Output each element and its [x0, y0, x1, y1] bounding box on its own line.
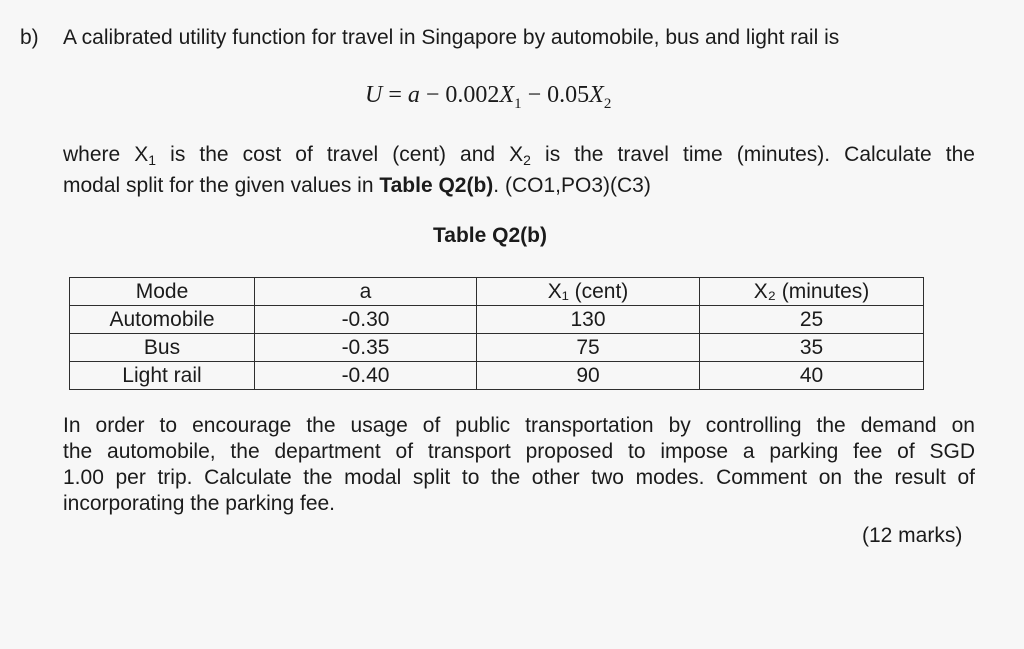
- equation-x1: X: [499, 82, 515, 108]
- where-sub-1: 1: [148, 152, 157, 168]
- paragraph-line-1: In order to encourage the usage of public transportation by controlling the demand on: [63, 414, 975, 437]
- table-header-row: [70, 278, 924, 306]
- cell-mode: Light rail: [70, 362, 255, 390]
- question-intro: A calibrated utility function for travel in Singapore by automobile, bus and light rail is: [63, 26, 840, 49]
- cell-x2: 35: [700, 334, 924, 362]
- where-text-1: where X: [63, 143, 149, 166]
- mode-table: [69, 277, 924, 390]
- equation-term1: − 0.002: [419, 82, 500, 108]
- cell-a: -0.40: [255, 362, 477, 390]
- equation-term2: − 0.05: [521, 82, 590, 108]
- variable-definition-line-1: [63, 142, 975, 173]
- equation-a: a: [407, 82, 420, 108]
- cell-a: -0.30: [255, 306, 477, 334]
- paragraph-line-3: 1.00 per trip. Calculate the modal split to the other two modes. Comment on the result of: [63, 466, 975, 489]
- where-text-3: is the travel time (minutes). Calculate the: [530, 143, 975, 166]
- utility-equation: [365, 82, 611, 113]
- equation-equals: =: [382, 82, 408, 108]
- equation-lhs: U: [365, 82, 383, 108]
- equation-x2: X: [589, 82, 604, 108]
- equation-x1-sub: 1: [514, 96, 522, 112]
- cell-x2: 25: [700, 306, 924, 334]
- variable-definition: [63, 142, 975, 199]
- where-table-ref: Table Q2(b): [379, 174, 494, 197]
- header-x2: X₂ (minutes): [700, 278, 924, 306]
- cell-a: -0.35: [255, 334, 477, 362]
- marks-label: (12 marks): [862, 524, 963, 547]
- cell-x1: 75: [477, 334, 700, 362]
- cell-x1: 90: [477, 362, 700, 390]
- cell-mode: Bus: [70, 334, 255, 362]
- header-a: a: [255, 278, 477, 306]
- cell-mode: Automobile: [70, 306, 255, 334]
- where-line2-start: modal split for the given values in: [63, 174, 380, 197]
- table-row: [70, 306, 924, 334]
- header-x1: X₁ (cent): [477, 278, 700, 306]
- where-text-2: is the cost of travel (cent) and X: [156, 143, 524, 166]
- question-label: b): [20, 26, 39, 49]
- paragraph-line-2: the automobile, the department of transport proposed to impose a parking fee of SGD: [63, 440, 975, 463]
- table-row: [70, 334, 924, 362]
- where-sub-2: 2: [523, 152, 531, 168]
- header-mode: Mode: [70, 278, 255, 306]
- paragraph-line-4: incorporating the parking fee.: [63, 492, 336, 515]
- table-title: Table Q2(b): [433, 224, 547, 247]
- table-row: [70, 362, 924, 390]
- equation-x2-sub: 2: [603, 96, 612, 112]
- parking-fee-paragraph: [63, 413, 975, 517]
- variable-definition-line-2: [63, 173, 975, 199]
- cell-x1: 130: [477, 306, 700, 334]
- where-line2-end: . (CO1,PO3)(C3): [493, 174, 651, 197]
- cell-x2: 40: [700, 362, 924, 390]
